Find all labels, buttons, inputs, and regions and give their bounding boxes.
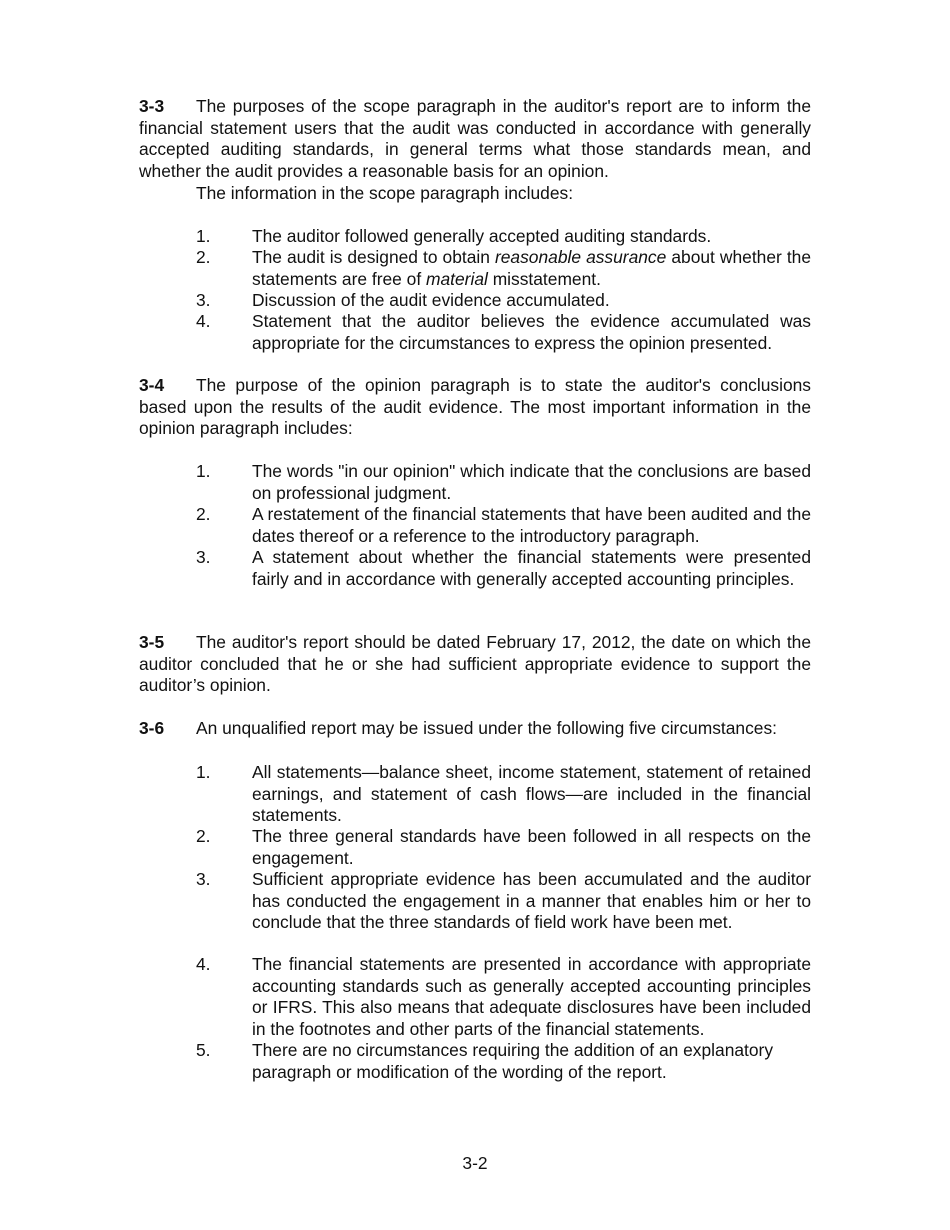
- paragraph-text: The purpose of the opinion paragraph is to state the auditor's conclusions based upon the results of the audit evidence. The most important information in the opinion paragraph includes:: [139, 375, 811, 438]
- italic-text: material: [426, 268, 488, 289]
- item-text: All statements—balance sheet, income statement, statement of retained earnings, and statement of cash flows—are included in the financial statements.: [252, 762, 811, 825]
- list-item: [196, 954, 811, 1040]
- item-number: 2.: [196, 247, 211, 267]
- item-text: A statement about whether the financial statements were presented fairly and in accordance with generally accepted accounting principles.: [252, 547, 811, 589]
- item-number: 1.: [196, 461, 211, 481]
- item-number: 3.: [196, 547, 211, 567]
- item-text: Discussion of the audit evidence accumulated.: [252, 290, 610, 310]
- item-text: The auditor followed generally accepted auditing standards.: [252, 226, 712, 246]
- list-item: [196, 504, 811, 547]
- answer-3-3: [139, 96, 811, 182]
- question-label: 3-6: [139, 718, 165, 738]
- list-item: [196, 311, 811, 354]
- list-item: [196, 547, 811, 590]
- item-text: The financial statements are presented in accordance with appropriate accounting standards such as generally accepted accounting principles or IFRS. This also means that adequate disclosures have been included in the footnotes and other parts of the financial statements.: [252, 954, 811, 1039]
- item-text: Statement that the auditor believes the evidence accumulated was appropriate for the circumstances to express the opinion presented.: [252, 311, 811, 353]
- item-number: 1.: [196, 762, 211, 782]
- item-text: Sufficient appropriate evidence has been accumulated and the auditor has conducted the engagement in a manner that enables him or her to conclude that the three standards of field work have been met.: [252, 869, 811, 932]
- list-intro: The information in the scope paragraph includes:: [196, 183, 574, 203]
- list-item: [196, 290, 811, 312]
- list-item: [196, 762, 811, 827]
- list-item: [196, 1040, 811, 1083]
- answer-3-6: [139, 718, 811, 740]
- text-run: misstatement.: [487, 268, 601, 289]
- question-label: 3-4: [139, 375, 165, 395]
- item-number: 3.: [196, 869, 211, 889]
- item-number: 2.: [196, 826, 211, 846]
- item-number: 4.: [196, 954, 211, 974]
- page-number: 3-2: [462, 1153, 488, 1173]
- item-text: A restatement of the financial statements that have been audited and the dates thereof or a reference to the introductory paragraph.: [252, 504, 811, 546]
- item-number: 2.: [196, 504, 211, 524]
- item-number: 5.: [196, 1040, 211, 1060]
- list-item: [196, 226, 811, 248]
- list-item: [196, 247, 811, 290]
- list-item: [196, 826, 811, 869]
- item-number: 4.: [196, 311, 211, 331]
- answer-3-4: [139, 375, 811, 440]
- question-label: 3-3: [139, 96, 165, 116]
- answer-3-5: [139, 632, 811, 697]
- item-number: 3.: [196, 290, 211, 310]
- paragraph-text: The auditor's report should be dated February 17, 2012, the date on which the auditor concluded that he or she had sufficient appropriate evidence to support the auditor’s opinion.: [139, 632, 811, 695]
- item-text: [252, 247, 811, 290]
- text-run: about whether the statements are free of: [252, 247, 812, 289]
- list-item: [196, 869, 811, 934]
- text-run: The audit is designed to obtain: [252, 247, 495, 267]
- list-item: [196, 461, 811, 504]
- question-label: 3-5: [139, 632, 165, 652]
- paragraph-text: An unqualified report may be issued under the following five circumstances:: [196, 718, 777, 738]
- item-text: The words "in our opinion" which indicate that the conclusions are based on professional judgment.: [252, 461, 811, 503]
- item-text: The three general standards have been followed in all respects on the engagement.: [252, 826, 811, 868]
- item-text: There are no circumstances requiring the addition of an explanatory paragraph or modification of the wording of the report.: [252, 1040, 774, 1082]
- item-number: 1.: [196, 226, 211, 246]
- italic-text: reasonable assurance: [494, 247, 667, 267]
- paragraph-text: The purposes of the scope paragraph in the auditor's report are to inform the financial statement users that the audit was conducted in accordance with generally accepted auditing standards, in general terms what those standards mean, and whether the audit provides a reasonable basis for an opinion.: [139, 96, 811, 181]
